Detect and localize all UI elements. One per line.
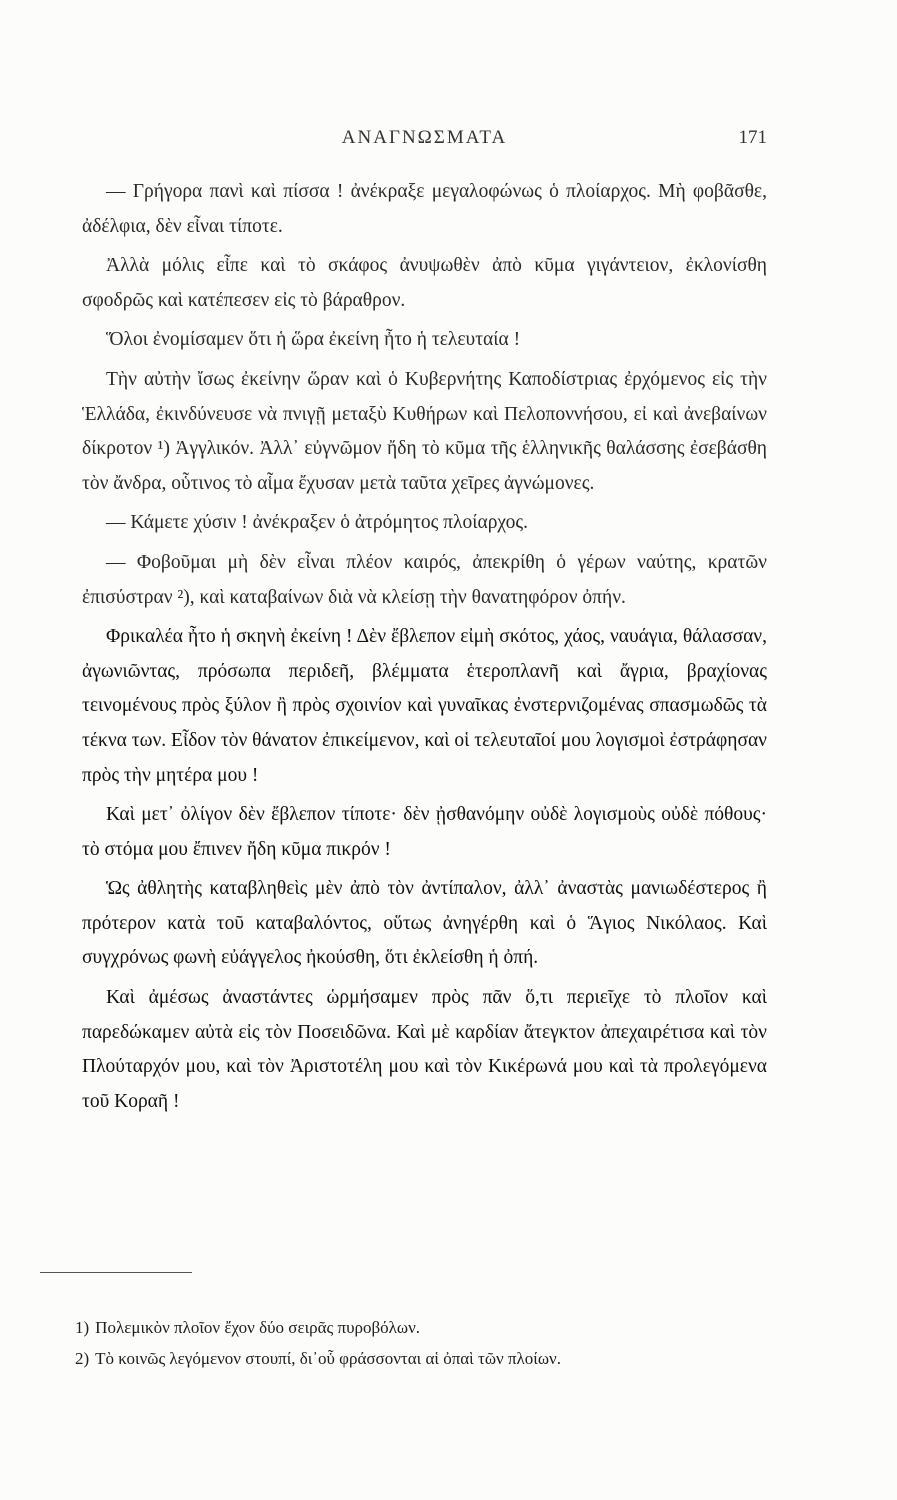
running-head: [82, 127, 767, 157]
footnote-mark: 1): [75, 1318, 90, 1337]
footnote-2: [75, 1343, 775, 1374]
page-number: 171: [738, 127, 767, 148]
paragraph-7: Φρικαλέα ἦτο ἡ σκηνὴ ἐκείνη ! Δὲν ἔβλεπον εἰμὴ σκότος, χάος, ναυάγια, θάλασσαν, ἀγωνιῶντας, πρόσωπα περιδεῆ, βλέμματα ἑτεροπλανῆ καὶ ἄγρια, βραχίονας τεινομένους πρὸς ξύλον ἢ πρὸς σχοινίον καὶ γυναῖκας ἐνστερνιζομένας σπασμωδῶς τὰ τέκνα των. Εἶδον τὸν θάνατον ἐπικείμενον, καὶ οἱ τελευταῖοί μου λογισμοὶ ἐστράφησαν πρὸς τὴν μητέρα μου !: [82, 626, 767, 786]
paragraph-6: — Φοβοῦμαι μὴ δὲν εἶναι πλέον καιρός, ἀπεκρίθη ὁ γέρων ναύτης, κρατῶν ἐπισύστραν ²), καὶ καταβαίνων διὰ νὰ κλείσῃ τὴν θανατηφόρον ὀπήν.: [82, 551, 767, 608]
footnotes: [75, 1312, 775, 1374]
running-title: ΑΝΑΓΝΩΣΜΑΤΑ: [341, 127, 508, 148]
paragraph-5: — Κάμετε χύσιν ! ἀνέκραξεν ὁ ἀτρόμητος πλοίαρχος.: [106, 512, 529, 534]
paragraph-10: Καὶ ἀμέσως ἀναστάντες ὡρμήσαμεν πρὸς πᾶν ὅ,τι περιεῖχε τὸ πλοῖον καὶ παρεδώκαμεν αὐτὰ εἰς τὸν Ποσειδῶνα. Καὶ μὲ καρδίαν ἄτεγκτον ἀπεχαιρέτισα καὶ τὸν Πλούταρχόν μου, καὶ τὸν Ἀριστοτέλη μου καὶ τὸν Κικέρωνά μου καὶ τὰ προλεγόμενα τοῦ Κοραῆ !: [82, 987, 767, 1112]
paragraph-2: Ἀλλὰ μόλις εἶπε καὶ τὸ σκάφος ἀνυψωθὲν ἀπὸ κῦμα γιγάντειον, ἐκλονίσθη σφοδρῶς καὶ κατέπεσεν εἰς τὸ βάραθρον.: [82, 255, 767, 311]
footnote-1: [75, 1312, 775, 1343]
paragraph-4: Τὴν αὐτὴν ἴσως ἐκείνην ὥραν καὶ ὁ Κυβερνήτης Καποδίστριας ἐρχόμενος εἰς τὴν Ἑλλάδα, ἐκινδύνευσε νὰ πνιγῇ μεταξὺ Κυθήρων καὶ Πελοποννήσου, εἰ καὶ ἀνεβαίνων δίκροτον ¹) Ἀγγλικόν. Ἀλλ᾽ εὐγνῶμον ἤδη τὸ κῦμα τῆς ἑλληνικῆς θαλάσσης ἐσεβάσθη τὸν ἄνδρα, οὗτινος τὸ αἷμα ἔχυσαν μετὰ ταῦτα χεῖρες ἀγνώμονες.: [82, 368, 767, 494]
paragraph-9: Ὡς ἀθλητὴς καταβληθεὶς μὲν ἀπὸ τὸν ἀντίπαλον, ἀλλ᾽ ἀναστὰς μανιωδέστερος ἢ πρότερον κατὰ τοῦ καταβαλόντος, οὕτως ἀνηγέρθη καὶ ὁ Ἅγιος Νικόλαος. Καὶ συγχρόνως φωνὴ εὐάγγελος ἠκούσθη, ὅτι ἐκλείσθη ἡ ὀπή.: [82, 878, 767, 969]
footnote-mark: 2): [75, 1349, 90, 1368]
paragraph-8: Καὶ μετ᾽ ὀλίγον δὲν ἔβλεπον τίποτε· δὲν ᾐσθανόμην οὐδὲ λογισμοὺς οὐδὲ πόθους· τὸ στόμα μου ἔπινεν ἤδη κῦμα πικρόν !: [82, 804, 767, 860]
footnote-text: Πολεμικὸν πλοῖον ἔχον δύο σειρᾶς πυροβόλων.: [95, 1318, 421, 1337]
footnote-divider: [40, 1272, 192, 1273]
paragraph-1: — Γρήγορα πανὶ καὶ πίσσα ! ἀνέκραξε μεγαλοφώνως ὁ πλοίαρχος. Μὴ φοβᾶσθε, ἀδέλφια, δὲν εἶναι τίποτε.: [82, 181, 767, 237]
footnote-text: Τὸ κοινῶς λεγόμενον στουπί, δι᾽οὗ φράσσονται αἱ ὀπαὶ τῶν πλοίων.: [95, 1349, 561, 1368]
paragraph-3: Ὅλοι ἐνομίσαμεν ὅτι ἡ ὥρα ἐκείνη ἦτο ἡ τελευταία !: [106, 329, 521, 351]
body-text: [82, 175, 767, 1124]
